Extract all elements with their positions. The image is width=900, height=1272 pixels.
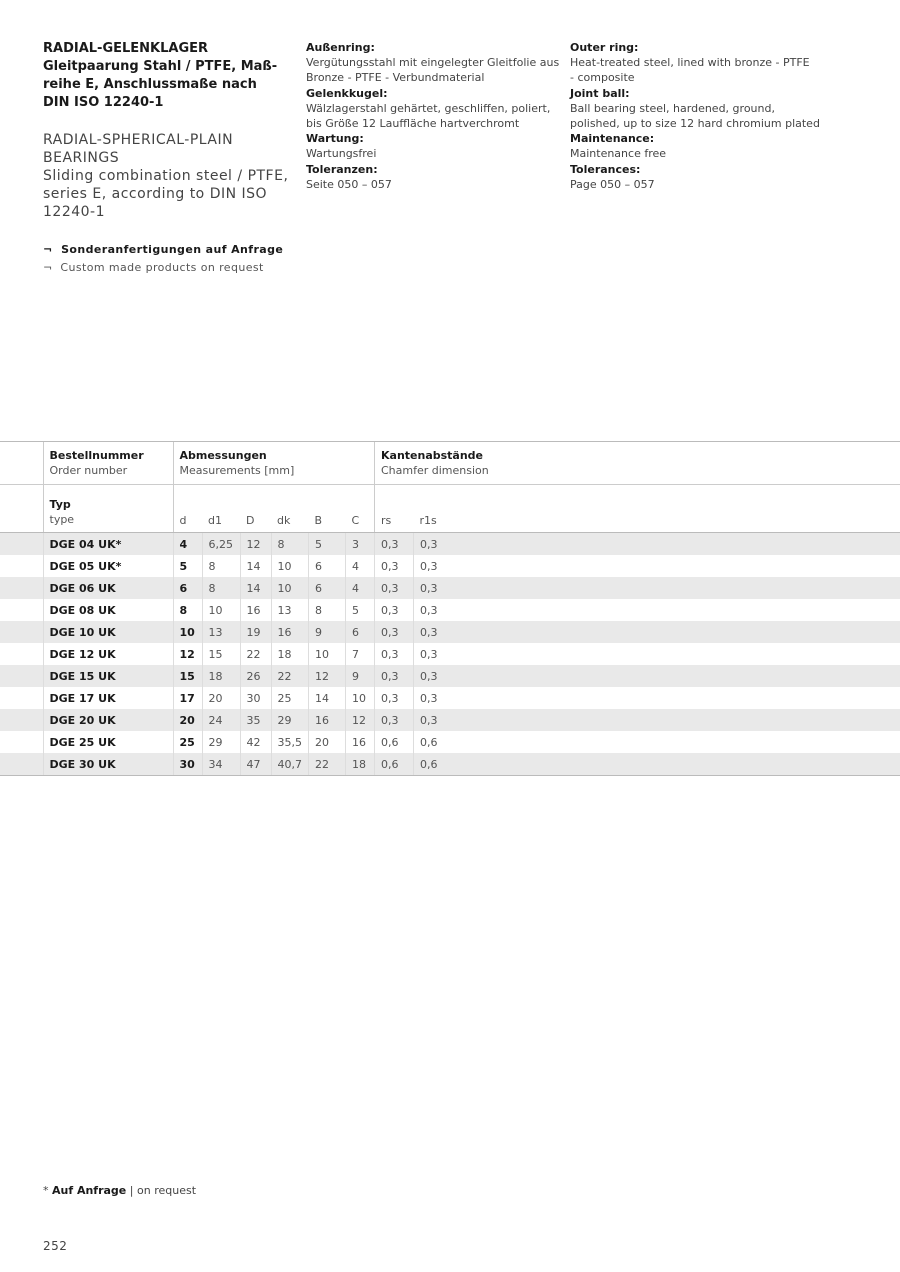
dimension-cell: 20 xyxy=(202,687,240,709)
specs-de xyxy=(306,40,561,192)
dimension-cell: 5 xyxy=(309,533,346,556)
dimension-cell: 10 xyxy=(271,555,309,577)
chamfer-cell: 0,3 xyxy=(414,599,900,621)
dimension-cell: 10 xyxy=(202,599,240,621)
spec-text: Page 050 – 057 xyxy=(570,177,655,191)
custom-note-en-text: Custom made products on request xyxy=(60,261,264,274)
table-spacer-cell xyxy=(0,577,43,599)
dimension-cell: 26 xyxy=(240,665,271,687)
bullet-icon: ¬ xyxy=(43,261,53,274)
chamfer-cell: 0,3 xyxy=(414,555,900,577)
dimension-cell: 18 xyxy=(346,753,375,776)
dimension-cell: 35 xyxy=(240,709,271,731)
table-spacer-cell xyxy=(0,621,43,643)
dimension-cell: 6 xyxy=(346,621,375,643)
spec-text: polished, up to size 12 hard chromium plated xyxy=(570,117,820,131)
chamfer-cell: 0,3 xyxy=(375,709,414,731)
dimension-cell: 17 xyxy=(173,687,202,709)
table-spacer-cell xyxy=(0,687,43,709)
column-header: d xyxy=(173,485,202,533)
spec-label: Tolerances: xyxy=(570,162,641,176)
table-spacer-cell xyxy=(0,485,43,533)
dimension-cell: 7 xyxy=(346,643,375,665)
title-de xyxy=(43,40,277,112)
order-number-cell: DGE 08 UK xyxy=(43,599,173,621)
chamfer-cell: 0,3 xyxy=(375,687,414,709)
table-group-header-row xyxy=(0,442,900,485)
custom-note-en xyxy=(43,259,283,277)
title-en-line: 12240-1 xyxy=(43,204,105,220)
dimension-cell: 4 xyxy=(346,577,375,599)
bullet-icon: ¬ xyxy=(43,243,53,256)
footnote-en: on request xyxy=(137,1184,197,1197)
order-number-cell: DGE 10 UK xyxy=(43,621,173,643)
header-order-number-de: Bestellnummer xyxy=(49,449,144,462)
table-row xyxy=(0,753,900,776)
footnote-separator: | xyxy=(129,1184,134,1197)
title-en-line: BEARINGS xyxy=(43,150,120,166)
dimension-cell: 18 xyxy=(202,665,240,687)
header-order-number-en: Order number xyxy=(49,464,128,477)
header-type-de: Typ xyxy=(49,498,71,511)
chamfer-cell: 0,6 xyxy=(414,753,900,776)
dimension-cell: 30 xyxy=(240,687,271,709)
dimension-cell: 9 xyxy=(346,665,375,687)
title-de-line: RADIAL-GELENKLAGER xyxy=(43,41,209,56)
dimension-cell: 10 xyxy=(173,621,202,643)
title-en xyxy=(43,131,288,221)
chamfer-cell: 0,3 xyxy=(375,621,414,643)
dimension-cell: 3 xyxy=(346,533,375,556)
dimension-cell: 5 xyxy=(346,599,375,621)
spec-label: Maintenance: xyxy=(570,132,655,146)
chamfer-cell: 0,3 xyxy=(414,665,900,687)
spec-text: Wartungsfrei xyxy=(306,147,377,161)
spec-label: Toleranzen: xyxy=(306,162,378,176)
table-spacer-cell xyxy=(0,555,43,577)
dimension-cell: 22 xyxy=(240,643,271,665)
dimension-cell: 19 xyxy=(240,621,271,643)
dimension-cell: 22 xyxy=(309,753,346,776)
title-de-line: Gleitpaarung Stahl / PTFE, Maß- xyxy=(43,59,278,74)
spec-text: Maintenance free xyxy=(570,147,667,161)
column-header: r1s xyxy=(414,485,900,533)
chamfer-cell: 0,3 xyxy=(375,599,414,621)
dimension-cell: 10 xyxy=(271,577,309,599)
dimension-cell: 47 xyxy=(240,753,271,776)
table-row xyxy=(0,643,900,665)
table-row xyxy=(0,599,900,621)
dimension-cell: 10 xyxy=(346,687,375,709)
table-row xyxy=(0,687,900,709)
dimension-cell: 18 xyxy=(271,643,309,665)
table-spacer-cell xyxy=(0,665,43,687)
header-type-en: type xyxy=(49,513,75,526)
table-spacer-cell xyxy=(0,442,43,485)
chamfer-cell: 0,6 xyxy=(375,753,414,776)
column-header: D xyxy=(240,485,271,533)
table-row xyxy=(0,665,900,687)
spec-text: Vergütungsstahl mit eingelegter Gleitfolie aus xyxy=(306,56,560,70)
dimension-cell: 6 xyxy=(309,555,346,577)
footnote-mark: * xyxy=(43,1184,49,1197)
header-measurements xyxy=(173,442,375,485)
dimension-cell: 14 xyxy=(309,687,346,709)
dimension-cell: 6,25 xyxy=(202,533,240,556)
table-row xyxy=(0,533,900,556)
header-measurements-en: Measurements [mm] xyxy=(179,464,295,477)
specs-en xyxy=(570,40,830,192)
chamfer-cell: 0,3 xyxy=(414,709,900,731)
custom-note-de xyxy=(43,241,283,259)
dimension-cell: 12 xyxy=(173,643,202,665)
dimension-cell: 8 xyxy=(173,599,202,621)
dimension-cell: 20 xyxy=(309,731,346,753)
table-column-header-row xyxy=(0,485,900,533)
chamfer-cell: 0,3 xyxy=(414,643,900,665)
header-order-number xyxy=(43,442,173,485)
chamfer-cell: 0,3 xyxy=(375,533,414,556)
column-header: C xyxy=(346,485,375,533)
column-header: d1 xyxy=(202,485,240,533)
dimension-cell: 12 xyxy=(346,709,375,731)
order-number-cell: DGE 04 UK* xyxy=(43,533,173,556)
chamfer-cell: 0,3 xyxy=(375,555,414,577)
header-type xyxy=(43,485,173,533)
dimension-cell: 14 xyxy=(240,577,271,599)
footnote-de: Auf Anfrage xyxy=(52,1184,127,1197)
order-number-cell: DGE 17 UK xyxy=(43,687,173,709)
dimension-cell: 15 xyxy=(173,665,202,687)
table-spacer-cell xyxy=(0,643,43,665)
dimension-cell: 34 xyxy=(202,753,240,776)
dimension-cell: 12 xyxy=(240,533,271,556)
custom-note-de-text: Sonderanfertigungen auf Anfrage xyxy=(61,243,284,256)
spec-label: Joint ball: xyxy=(570,86,630,100)
bearing-table xyxy=(0,441,900,776)
dimension-cell: 5 xyxy=(173,555,202,577)
dimension-cell: 13 xyxy=(271,599,309,621)
dimension-cell: 14 xyxy=(240,555,271,577)
dimension-cell: 8 xyxy=(309,599,346,621)
header-measurements-de: Abmessungen xyxy=(179,449,267,462)
spec-text: Heat-treated steel, lined with bronze - PTFE xyxy=(570,56,810,70)
table-row xyxy=(0,577,900,599)
title-en-line: RADIAL-SPHERICAL-PLAIN xyxy=(43,132,234,148)
table-row xyxy=(0,731,900,753)
order-number-cell: DGE 12 UK xyxy=(43,643,173,665)
chamfer-cell: 0,3 xyxy=(375,643,414,665)
chamfer-cell: 0,3 xyxy=(414,533,900,556)
chamfer-cell: 0,3 xyxy=(414,577,900,599)
spec-text: Ball bearing steel, hardened, ground, xyxy=(570,101,775,115)
dimension-cell: 16 xyxy=(309,709,346,731)
dimension-cell: 22 xyxy=(271,665,309,687)
dimension-cell: 16 xyxy=(271,621,309,643)
title-de-line: DIN ISO 12240-1 xyxy=(43,95,164,110)
dimension-cell: 8 xyxy=(202,555,240,577)
spec-text: bis Größe 12 Lauffläche hartverchromt xyxy=(306,117,520,131)
dimension-cell: 4 xyxy=(173,533,202,556)
dimension-cell: 6 xyxy=(309,577,346,599)
table-row xyxy=(0,555,900,577)
table-body xyxy=(0,533,900,776)
chamfer-cell: 0,6 xyxy=(414,731,900,753)
chamfer-cell: 0,6 xyxy=(375,731,414,753)
dimension-cell: 29 xyxy=(202,731,240,753)
dimension-cell: 8 xyxy=(202,577,240,599)
dimension-cell: 12 xyxy=(309,665,346,687)
table-spacer-cell xyxy=(0,753,43,776)
dimension-cell: 4 xyxy=(346,555,375,577)
column-header: dk xyxy=(271,485,309,533)
dimension-cell: 9 xyxy=(309,621,346,643)
dimension-cell: 40,7 xyxy=(271,753,309,776)
spec-label: Wartung: xyxy=(306,132,364,146)
title-de-line: reihe E, Anschlussmaße nach xyxy=(43,77,257,92)
order-number-cell: DGE 25 UK xyxy=(43,731,173,753)
table-spacer-cell xyxy=(0,599,43,621)
dimension-cell: 24 xyxy=(202,709,240,731)
table-row xyxy=(0,709,900,731)
table-row xyxy=(0,621,900,643)
dimension-cell: 10 xyxy=(309,643,346,665)
dimension-cell: 42 xyxy=(240,731,271,753)
table-spacer-cell xyxy=(0,731,43,753)
header-chamfer-de: Kantenabstände xyxy=(381,449,484,462)
dimension-cell: 30 xyxy=(173,753,202,776)
dimension-cell: 29 xyxy=(271,709,309,731)
spec-text: Seite 050 – 057 xyxy=(306,177,392,191)
footnote xyxy=(43,1184,196,1197)
dimension-cell: 16 xyxy=(240,599,271,621)
dimension-cell: 35,5 xyxy=(271,731,309,753)
order-number-cell: DGE 15 UK xyxy=(43,665,173,687)
order-number-cell: DGE 05 UK* xyxy=(43,555,173,577)
dimension-cell: 8 xyxy=(271,533,309,556)
custom-notes xyxy=(43,241,283,277)
spec-label: Außenring: xyxy=(306,41,375,54)
dimension-cell: 13 xyxy=(202,621,240,643)
dimension-cell: 25 xyxy=(173,731,202,753)
header-chamfer-en: Chamfer dimension xyxy=(381,464,489,477)
table-spacer-cell xyxy=(0,533,43,556)
spec-text: Wälzlagerstahl gehärtet, geschliffen, poliert, xyxy=(306,101,551,115)
table-header xyxy=(0,442,900,533)
chamfer-cell: 0,3 xyxy=(414,621,900,643)
page-number: 252 xyxy=(43,1239,68,1253)
title-en-line: Sliding combination steel / PTFE, xyxy=(43,168,289,184)
dimension-cell: 16 xyxy=(346,731,375,753)
order-number-cell: DGE 20 UK xyxy=(43,709,173,731)
spec-text: - composite xyxy=(570,71,635,85)
header-chamfer xyxy=(375,442,900,485)
chamfer-cell: 0,3 xyxy=(375,665,414,687)
column-header: rs xyxy=(375,485,414,533)
chamfer-cell: 0,3 xyxy=(414,687,900,709)
dimension-cell: 20 xyxy=(173,709,202,731)
column-header: B xyxy=(309,485,346,533)
table-spacer-cell xyxy=(0,709,43,731)
dimension-cell: 6 xyxy=(173,577,202,599)
spec-label: Outer ring: xyxy=(570,41,639,54)
order-number-cell: DGE 30 UK xyxy=(43,753,173,776)
dimension-cell: 25 xyxy=(271,687,309,709)
chamfer-cell: 0,3 xyxy=(375,577,414,599)
order-number-cell: DGE 06 UK xyxy=(43,577,173,599)
title-en-line: series E, according to DIN ISO xyxy=(43,186,268,202)
dimension-cell: 15 xyxy=(202,643,240,665)
spec-label: Gelenkkugel: xyxy=(306,86,388,100)
spec-text: Bronze - PTFE - Verbundmaterial xyxy=(306,71,485,85)
